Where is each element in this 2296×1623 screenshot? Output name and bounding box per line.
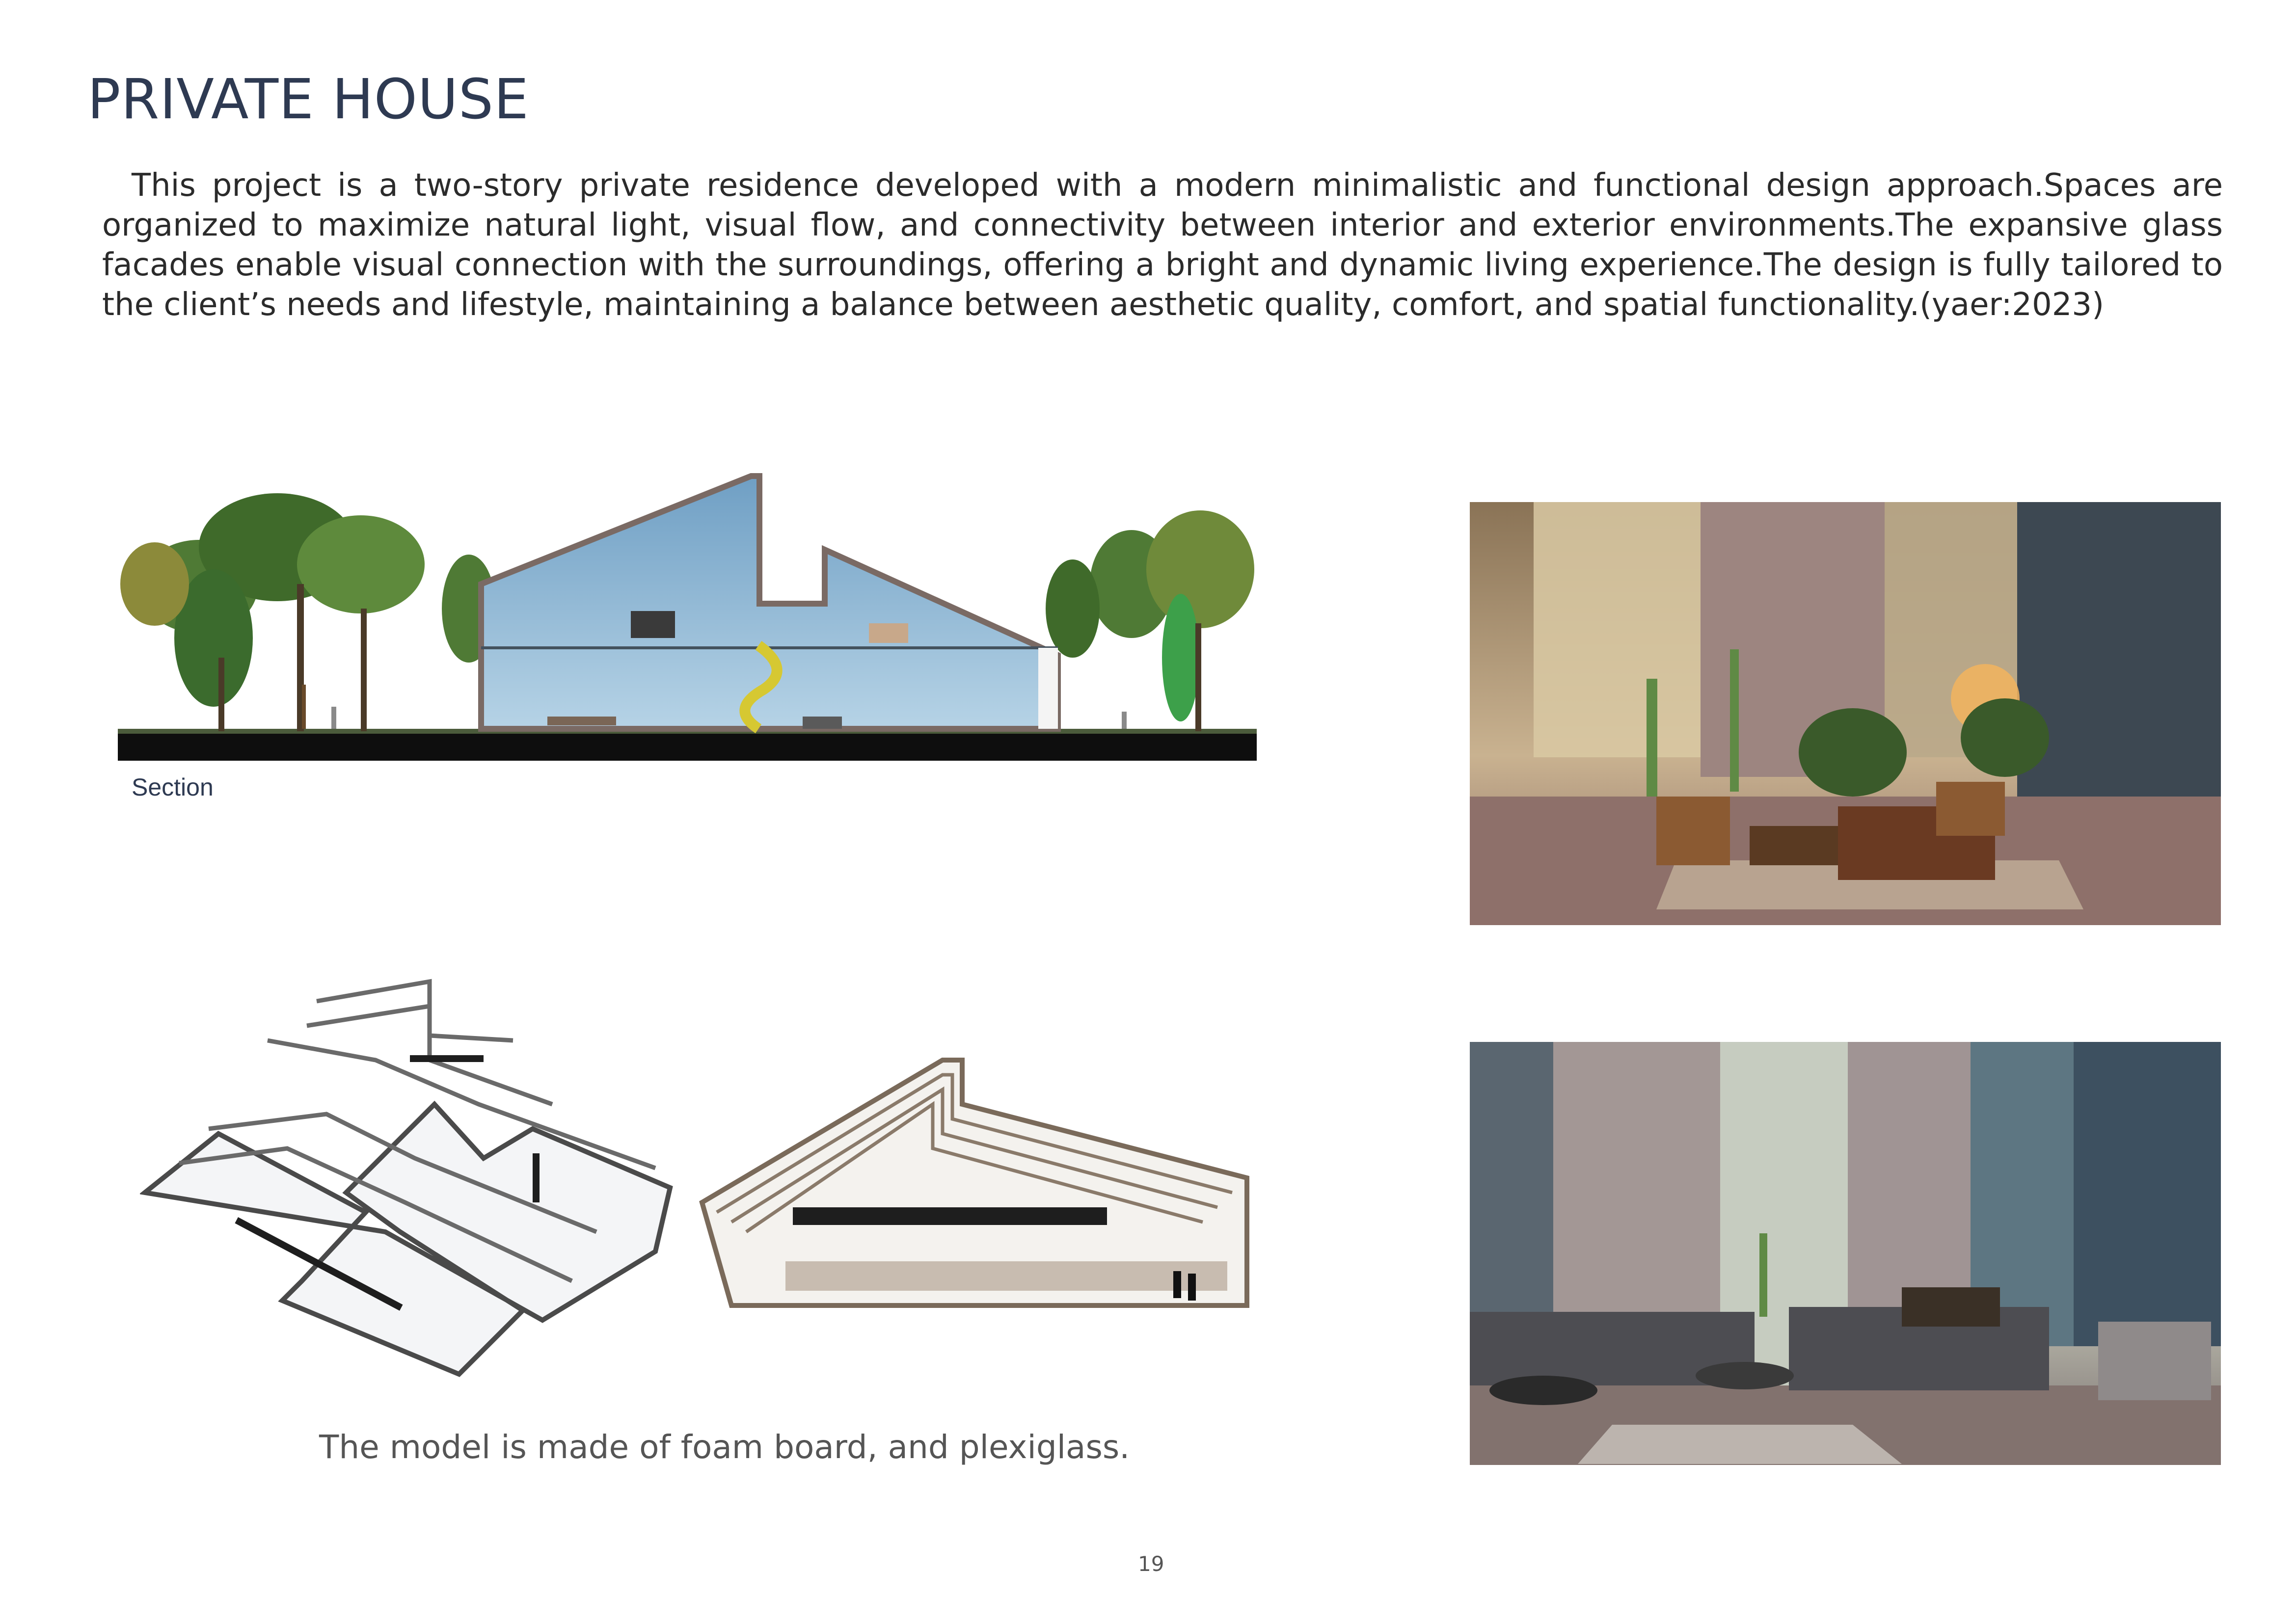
- model-photo-side-view: [687, 1050, 1257, 1325]
- page-title: PRIVATE HOUSE: [87, 68, 529, 132]
- model-photo-top-view: [140, 957, 680, 1399]
- section-caption: Section: [132, 773, 214, 801]
- project-description: This project is a two-story private residence developed with a modern minimalistic and functional design approach.Spaces are organized to maximize natural light, visual flow, and connectivity between interior and exterior environments.The expansive glass facades enable visual connection with the surroundings, offering a bright and dynamic living experience.The design is fully tailored to the client’s needs and lifestyle, maintaining a balance between aesthetic quality, comfort, and spatial functionality.(yaer:2023): [102, 167, 2223, 323]
- model-caption: The model is made of foam board, and plexiglass.: [319, 1428, 1130, 1466]
- page-number: 19: [1138, 1552, 1164, 1576]
- interior-render-living-room: [1470, 502, 2221, 925]
- interior-render-lounge: [1470, 1042, 2221, 1465]
- section-drawing: [115, 461, 1259, 766]
